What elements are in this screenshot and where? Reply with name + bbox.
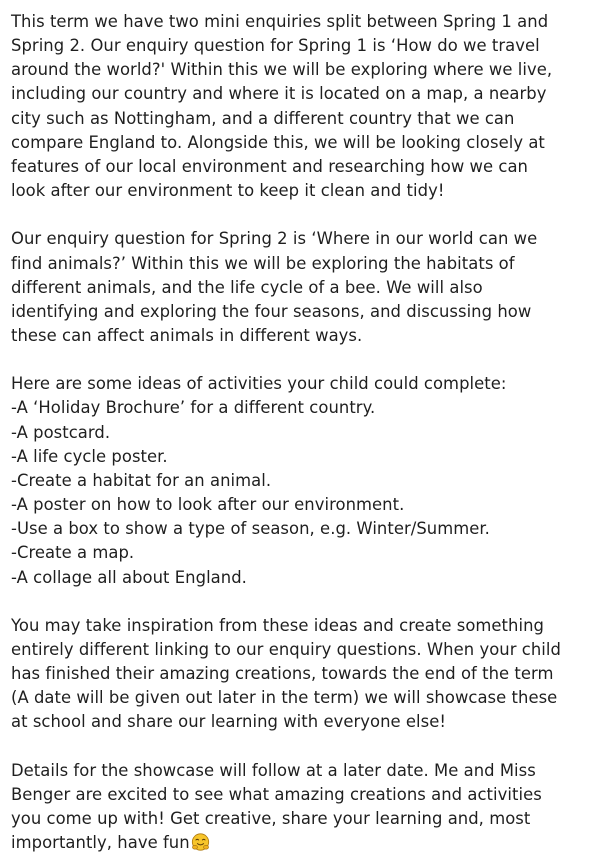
text-line: entirely different linking to our enquiry questions. When your child — [11, 640, 561, 660]
list-item: -Use a box to show a type of season, e.g. Winter/Summer. — [11, 519, 490, 539]
text-line: This term we have two mini enquiries split between Spring 1 and — [11, 12, 549, 31]
text-line: these can affect animals in different ways. — [11, 326, 363, 346]
text-line: Spring 2. Our enquiry question for Spring 1 is ‘How do we travel — [11, 36, 540, 56]
list-item: -Create a habitat for an animal. — [11, 470, 272, 490]
text-line: features of our local environment and researching how we can — [11, 156, 528, 176]
text-line-final — [11, 831, 591, 855]
text-line: identifying and exploring the four seasons, and discussing how — [11, 301, 532, 321]
text-line: You may take inspiration from these ideas and create something — [11, 615, 544, 635]
hugging-face-icon — [191, 833, 210, 852]
text-line: find animals?’ Within this we will be exploring the habitats of — [11, 253, 515, 273]
text-line: Details for the showcase will follow at a later date. Me and Miss — [11, 760, 536, 780]
text-line: has finished their amazing creations, towards the end of the term — [11, 664, 554, 684]
list-item: -A poster on how to look after our environment. — [11, 495, 405, 515]
text-line: city such as Nottingham, and a different country that we can — [11, 108, 515, 128]
text-line: at school and share our learning with everyone else! — [11, 712, 447, 732]
paragraph-showcase — [11, 759, 591, 856]
list-intro: Here are some ideas of activities your child could complete: — [11, 374, 507, 394]
paragraph-intro — [11, 10, 591, 203]
list-item: -A collage all about England. — [11, 567, 247, 587]
closing-text: importantly, have fun — [11, 833, 190, 853]
list-item: -Create a map. — [11, 543, 135, 563]
list-item: -A life cycle poster. — [11, 446, 168, 466]
paragraph-spring-2 — [11, 227, 591, 348]
text-line: you come up with! Get creative, share your learning and, most — [11, 809, 531, 829]
text-line: (A date will be given out later in the term) we will showcase these — [11, 688, 558, 708]
paragraph-activity-ideas — [11, 372, 591, 589]
text-line: different animals, and the life cycle of a bee. We will also — [11, 277, 483, 297]
paragraph-inspiration — [11, 614, 591, 735]
text-line: Our enquiry question for Spring 2 is ‘Where in our world can we — [11, 229, 538, 249]
list-item: -A ‘Holiday Brochure’ for a different country. — [11, 398, 376, 418]
text-line: including our country and where it is located on a map, a nearby — [11, 84, 547, 104]
text-line: look after our environment to keep it clean and tidy! — [11, 181, 445, 201]
text-line: compare England to. Alongside this, we will be looking closely at — [11, 132, 545, 152]
text-line: around the world?' Within this we will be exploring where we live, — [11, 60, 553, 80]
text-line: Benger are excited to see what amazing creations and activities — [11, 784, 542, 804]
list-item: -A postcard. — [11, 422, 111, 442]
